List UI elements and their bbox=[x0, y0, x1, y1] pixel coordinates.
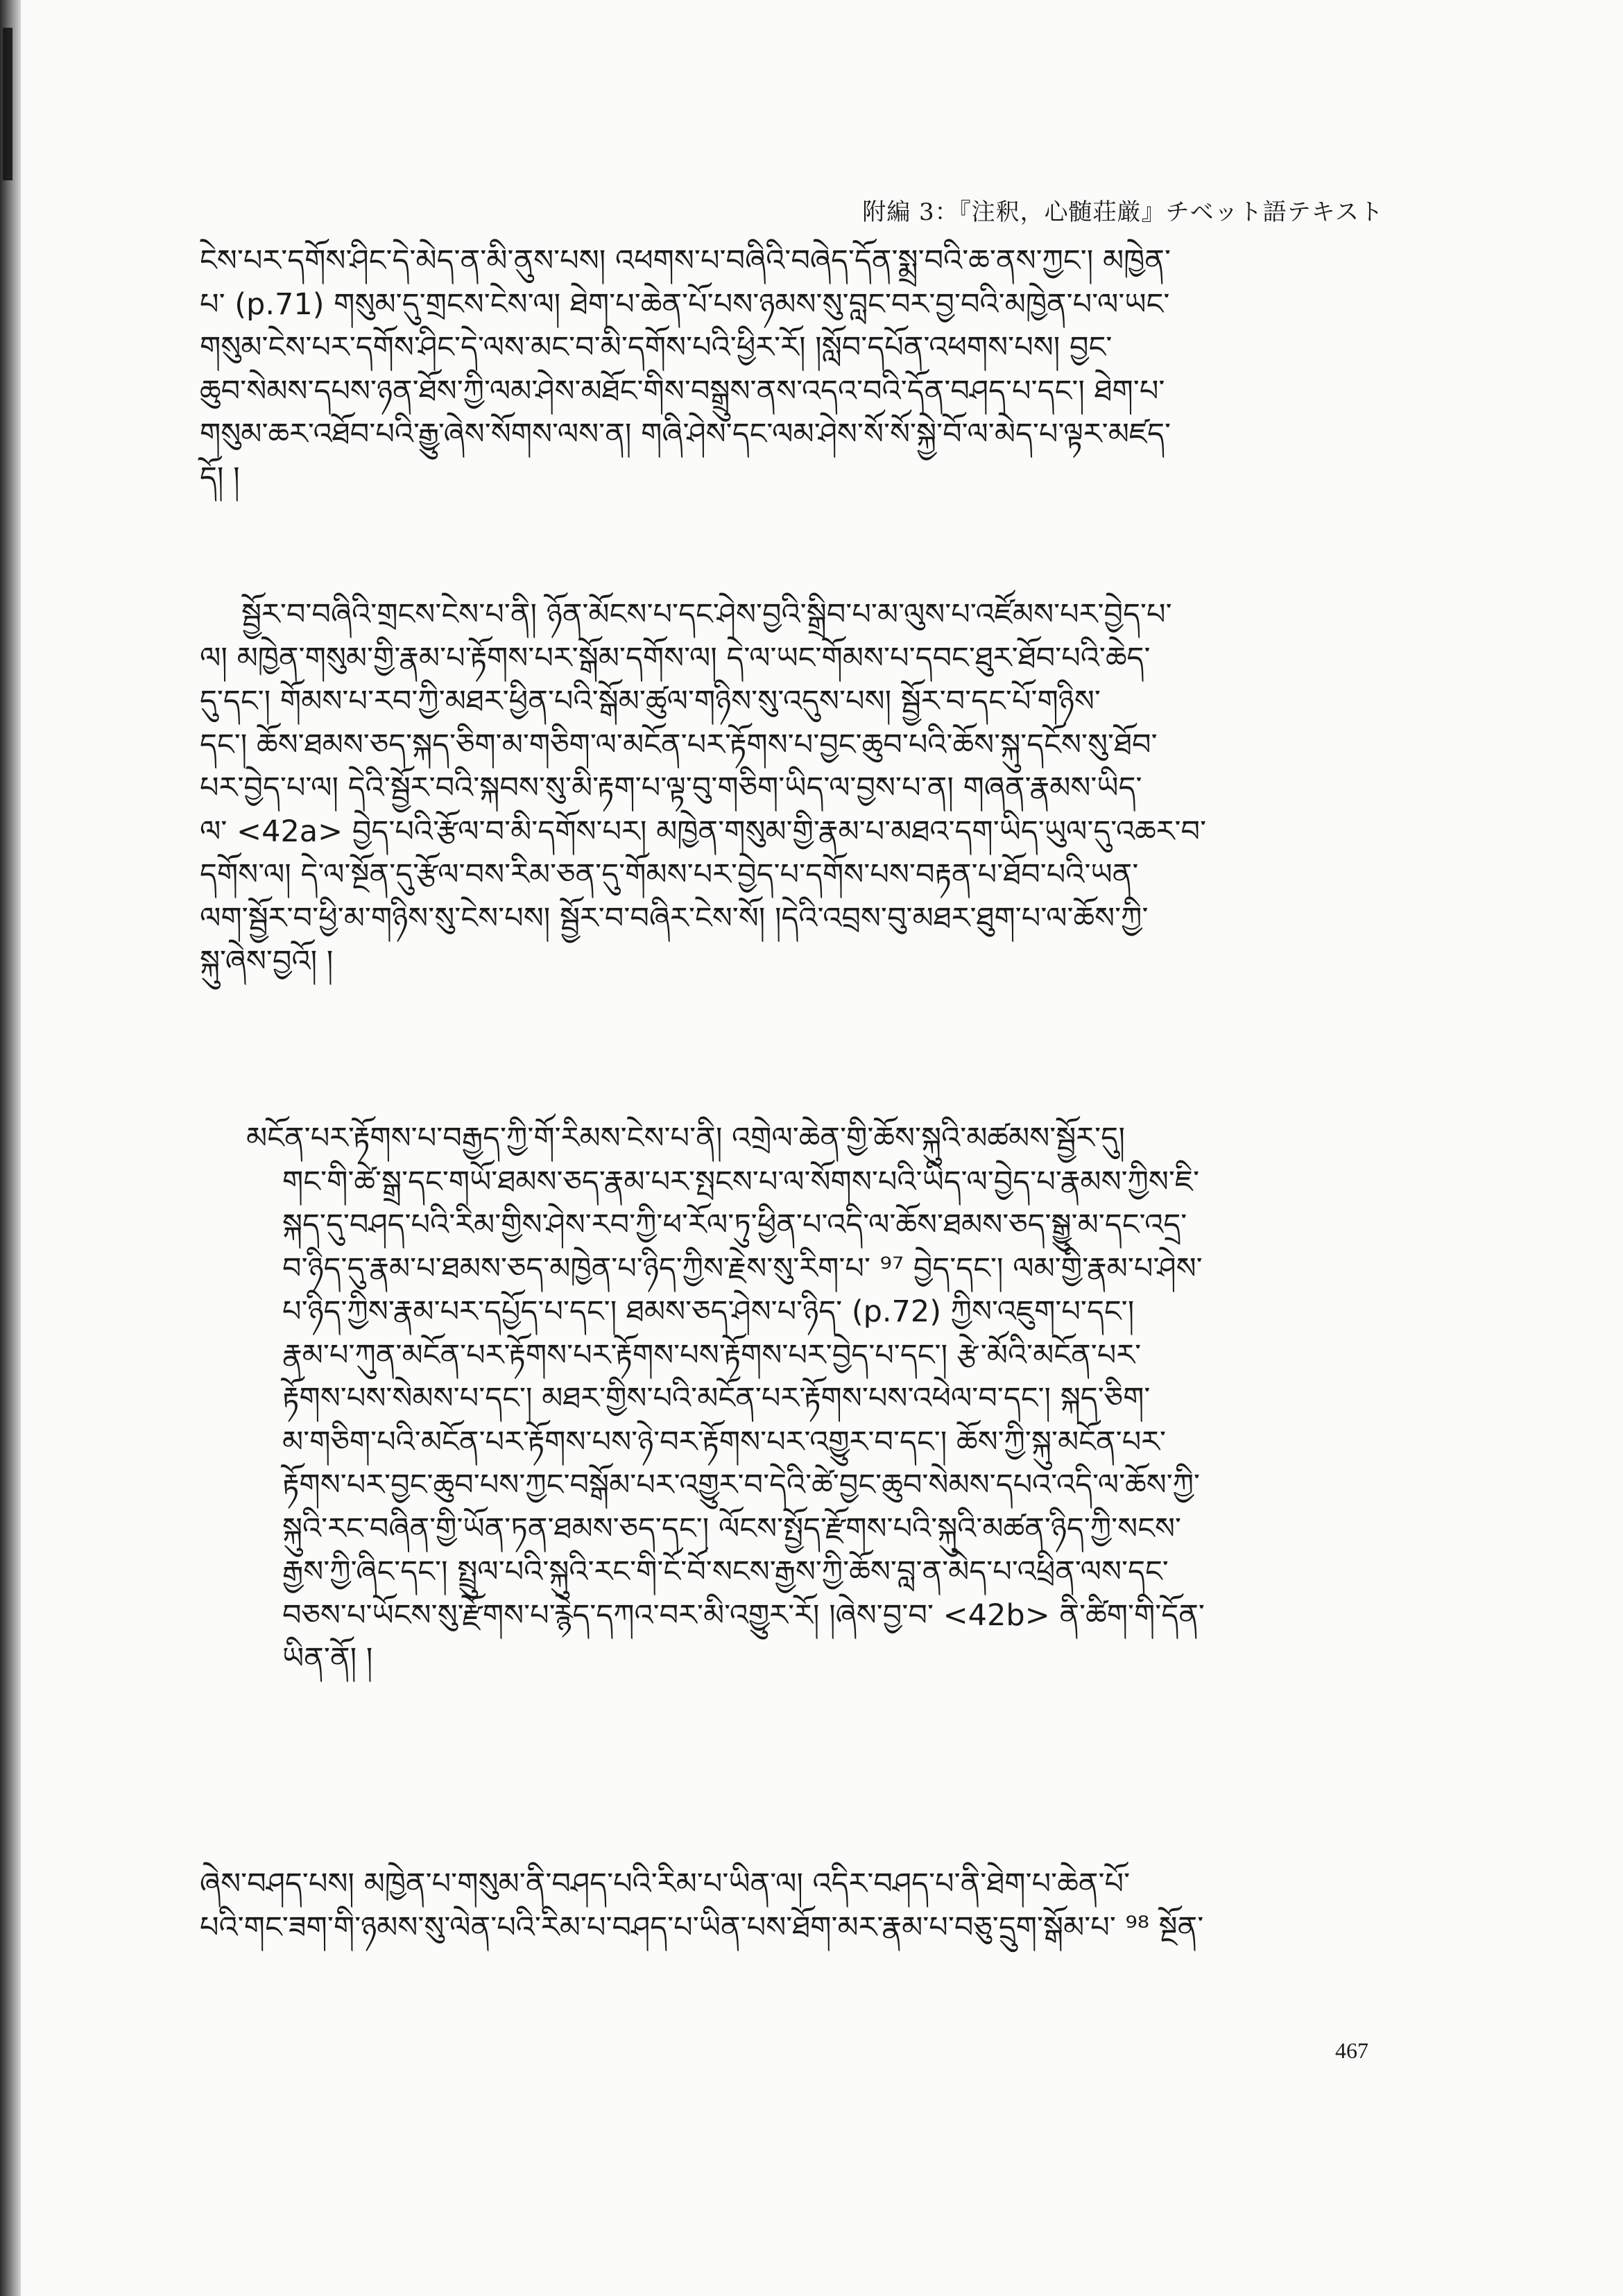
text-line: པར་བྱེད་པ་ལ། དེའི་སྦྱོར་བའི་སྐབས་སུ་མི་རྟག་པ་ལྟ་བུ་གཅིག་ཡིད་ལ་བྱས་པ་ན། གཞན་རྣམས་ཡིད་ bbox=[200, 771, 1142, 805]
text-line: མ་གཅིག་པའི་མངོན་པར་རྟོགས་པས་ཉེ་བར་རྟོགས་པར་འགྱུར་བ་དང་། ཆོས་ཀྱི་སྐུ་མངོན་པར་ bbox=[282, 1424, 1167, 1459]
paragraph-4 bbox=[200, 1862, 1407, 1949]
page-number: 467 bbox=[1335, 2038, 1368, 2063]
text-line: པ་ (p.71) གསུམ་དུ་གྲངས་ངེས་ལ། ཐེག་པ་ཆེན་པོ་པས་ཉམས་སུ་བླང་བར་བྱ་བའི་མཁྱེན་པ་ལ་ཡང་ bbox=[200, 286, 1170, 322]
text-line: ལ་ <42a> བྱེད་པའི་རྩོལ་བ་མི་དགོས་པར། མཁྱེན་གསུམ་གྱི་རྣམ་པ་མཐའ་དག་ཡིད་ཡུལ་དུ་འཆར་བ་ bbox=[200, 814, 1207, 849]
text-line: སྐད་དུ་བཤད་པའི་རིམ་གྱིས་ཤེས་རབ་ཀྱི་ཕ་རོལ་ཏུ་ཕྱིན་པ་འདི་ལ་ཆོས་ཐམས་ཅད་སྒྱུ་མ་དང་འདྲ་ bbox=[282, 1208, 1187, 1242]
text-line: དོ། ། bbox=[200, 460, 240, 495]
text-line: བ་ཉིད་དུ་རྣམ་པ་ཐམས་ཅད་མཁྱེན་པ་ཉིད་ཀྱིས་རྗེས་སུ་རིག་པ་ ⁹⁷ བྱེད་དང་། ལམ་གྱི་རྣམ་པ་ཤེས་ bbox=[282, 1251, 1203, 1286]
text-line: གང་གི་ཚེ་སྒྲ་དང་གཡོ་ཐམས་ཅད་རྣམ་པར་སྤངས་པ་ལ་སོགས་པའི་ཡིད་ལ་བྱེད་པ་རྣམས་ཀྱིས་ཇི་ bbox=[282, 1164, 1200, 1199]
text-line: ཞེས་བཤད་པས། མཁྱེན་པ་གསུམ་ནི་བཤད་པའི་རིམ་པ་ཡིན་ལ། འདིར་བཤད་པ་ནི་ཐེག་པ་ཆེན་པོ་ bbox=[200, 1867, 1131, 1901]
text-line: བཅས་པ་ཡོངས་སུ་རྫོགས་པ་རྙེད་དཀའ་བར་མི་འགྱུར་རོ། །ཞེས་བྱ་བ་ <42b> ནི་ཚིག་གི་དོན་ bbox=[282, 1597, 1205, 1633]
text-line: རྣམ་པ་ཀུན་མངོན་པར་རྟོགས་པར་རྟོགས་པས་རྟོགས་པར་བྱེད་པ་དང་། རྩེ་མོའི་མངོན་པར་ bbox=[282, 1337, 1142, 1373]
text-line: ལག་སྦྱོར་བ་ཕྱི་མ་གཉིས་སུ་ངེས་པས། སྦྱོར་བ་བཞིར་ངེས་སོ། །དེའི་འབྲས་བུ་མཐར་ཐུག་པ་ལ་ཆོས་ཀྱི་ bbox=[200, 900, 1149, 936]
running-header: 附編 3：『注釈，心髄荘厳』チベット語テキスト bbox=[862, 198, 1384, 226]
text-line: གསུམ་ཆར་འཐོབ་པའི་རྒྱུ་ཞེས་སོགས་ལས་ན། གཞི་ཤེས་དང་ལམ་ཤེས་སོ་སོ་སྐྱེ་བོ་ལ་མེད་པ་ལྟར་མཛད་ bbox=[200, 417, 1171, 452]
text-line: དང་། ཆོས་ཐམས་ཅད་སྐད་ཅིག་མ་གཅིག་ལ་མངོན་པར་རྟོགས་པ་བྱང་ཆུབ་པའི་ཆོས་སྐུ་དངོས་སུ་ཐོབ་ bbox=[200, 727, 1158, 762]
text-line: པ་ཉིད་ཀྱིས་རྣམ་པར་དཔྱོད་པ་དང་། ཐམས་ཅད་ཤེས་པ་ཉིད་ (p.72) ཀྱིས་འཇུག་པ་དང་། bbox=[282, 1294, 1135, 1329]
paragraph-3-quotation bbox=[246, 1117, 1408, 1681]
text-line: ལ། མཁྱེན་གསུམ་གྱི་རྣམ་པ་རྟོགས་པར་སྒོམ་དགོས་ལ། དེ་ལ་ཡང་གོམས་པ་དབང་ཐུར་ཐོབ་པའི་ཆེད་ bbox=[200, 640, 1151, 676]
text-line: ཆུབ་སེམས་དཔས་ཉན་ཐོས་ཀྱི་ལམ་ཤེས་མཐོང་གིས་བསྒྲུས་ནས་འདའ་བའི་དོན་བཤད་པ་དང་། ཐེག་པ་ bbox=[200, 373, 1165, 409]
paragraph-2 bbox=[200, 593, 1407, 984]
text-line: མངོན་པར་རྟོགས་པ་བརྒྱད་ཀྱི་གོ་རིམས་ངེས་པ་ནི། འགྲེལ་ཆེན་གྱི་ཆོས་སྐུའི་མཚམས་སྦྱོར་དུ། bbox=[246, 1121, 1125, 1156]
text-line: པའི་གང་ཟག་གི་ཉམས་སུ་ལེན་པའི་རིམ་པ་བཤད་པ་ཡིན་པས་ཐོག་མར་རྣམ་པ་བཅུ་དྲུག་སྒོམ་པ་ ⁹⁸ སྔོན་ bbox=[200, 1910, 1204, 1945]
text-line: ཡིན་ནོ། ། bbox=[282, 1641, 373, 1676]
text-line: ངེས་པར་དགོས་ཤིང་དེ་མེད་ན་མི་ནུས་པས། འཕགས་པ་བཞིའི་བཞེད་དོན་སྨྲ་བའི་ཆ་ནས་ཀྱང་། མཁྱེན་ bbox=[200, 243, 1171, 278]
text-line: སྐུ་ཞེས་བྱའོ། ། bbox=[200, 944, 334, 979]
paragraph-1 bbox=[200, 239, 1407, 499]
text-line: རྟོགས་པར་བྱང་ཆུབ་པས་ཀྱང་བསྒོམ་པར་འགྱུར་བ་དེའི་ཚེ་བྱང་ཆུབ་སེམས་དཔའ་འདི་ལ་ཆོས་ཀྱི་ bbox=[282, 1468, 1201, 1502]
text-line: སྦྱོར་བ་བཞིའི་གྲངས་ངེས་པ་ནི། ཉོན་མོངས་པ་དང་ཤེས་བྱའི་སྒྲིབ་པ་མ་ལུས་པ་འཛོམས་པར་བྱེད་པ་ bbox=[241, 597, 1172, 632]
text-line: དགོས་ལ། དེ་ལ་སྔོན་དུ་རྩོལ་བས་རིམ་ཅན་དུ་གོམས་པར་བྱེད་པ་དགོས་པས་བརྟན་པ་ཐོབ་པའི་ཡན་ bbox=[200, 857, 1139, 892]
text-line: རྒྱས་ཀྱི་ཞིང་དང་། སྤྲུལ་པའི་སྐུའི་རང་གི་ངོ་བོ་སངས་རྒྱས་ཀྱི་ཆོས་བླ་ན་མེད་པ་འཕྲིན་ལས་དང་ bbox=[282, 1554, 1169, 1589]
text-line: སྐུའི་རང་བཞིན་གྱི་ཡོན་ཏན་ཐམས་ཅད་དང་། ལོངས་སྤྱོད་རྫོགས་པའི་སྐུའི་མཚན་ཉིད་ཀྱི་སངས་ bbox=[282, 1511, 1182, 1546]
text-line: གསུམ་ངེས་པར་དགོས་ཤིང་དེ་ལས་མང་བ་མི་དགོས་པའི་ཕྱིར་རོ། །སློབ་དཔོན་འཕགས་པས། བྱང་ bbox=[200, 330, 1113, 365]
text-line: རྟོགས་པས་སེམས་པ་དང་། མཐར་གྱིས་པའི་མངོན་པར་རྟོགས་པས་འཕེལ་བ་དང་། སྐད་ཅིག་ bbox=[282, 1381, 1151, 1416]
book-binding-shadow bbox=[0, 0, 21, 2296]
text-line: དུ་དང་། གོམས་པ་རབ་ཀྱི་མཐར་ཕྱིན་པའི་སྒོམ་ཚུལ་གཉིས་སུ་འདུས་པས། སྦྱོར་བ་དང་པོ་གཉིས་ bbox=[200, 684, 1101, 719]
